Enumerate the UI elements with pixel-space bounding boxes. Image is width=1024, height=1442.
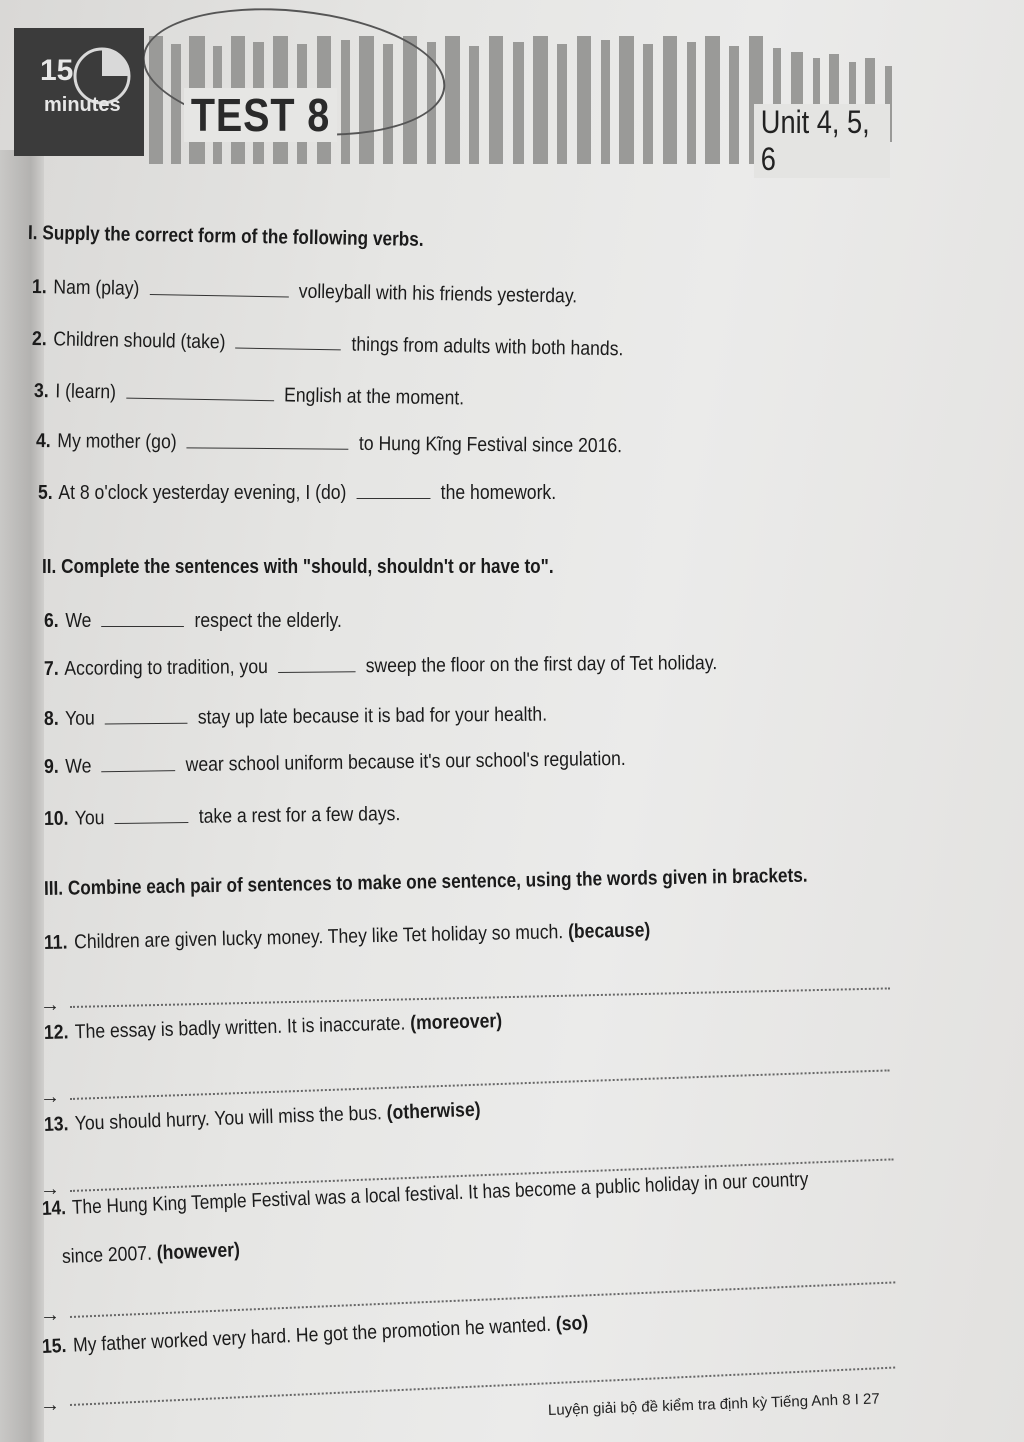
footer-separator: I <box>854 1391 864 1409</box>
question-prompt: You <box>64 707 95 730</box>
answer-arrow-icon: → <box>40 1086 60 1108</box>
question-prompt: According to tradition, you <box>64 656 268 680</box>
answer-blank[interactable] <box>278 655 356 673</box>
question-prompt: Children should (take) <box>53 328 226 354</box>
question-4 <box>36 430 622 458</box>
question-5 <box>38 482 556 505</box>
question-prompt: At 8 o'clock yesterday evening, I (do) <box>58 482 347 504</box>
question-number: 6. <box>44 610 59 632</box>
question-text-cont: since 2007. <box>61 1242 153 1268</box>
question-number: 1. <box>31 276 47 299</box>
question-hint: (otherwise) <box>386 1098 481 1125</box>
question-number: 8. <box>43 707 59 730</box>
section-3-heading: III. Combine each pair of sentences to make one sentence, using the words given in brackets. <box>43 864 808 900</box>
question-number: 13. <box>43 1113 69 1136</box>
page-footer <box>548 1390 880 1419</box>
question-number: 7. <box>43 657 59 680</box>
answer-blank[interactable] <box>102 610 185 627</box>
question-rest: English at the moment. <box>283 384 465 410</box>
answer-line[interactable] <box>70 987 890 1008</box>
question-number: 12. <box>43 1021 69 1044</box>
question-12 <box>44 1010 503 1045</box>
question-hint: (moreover) <box>409 1010 503 1035</box>
question-1 <box>32 276 578 309</box>
answer-blank[interactable] <box>149 278 288 297</box>
question-rest: stay up late because it is bad for your health. <box>197 703 548 729</box>
page-title: TEST 8 <box>184 88 337 142</box>
question-6 <box>44 610 342 633</box>
question-text: The essay is badly written. It is inaccurate. <box>74 1012 406 1044</box>
answer-arrow-icon: → <box>40 1178 60 1200</box>
answer-line[interactable] <box>70 1069 890 1100</box>
badge-number: 15 <box>40 54 74 87</box>
answer-blank[interactable] <box>126 382 274 402</box>
question-rest: volleyball with his friends yesterday. <box>298 280 578 308</box>
question-number: 5. <box>38 482 53 504</box>
question-rest: things from adults with both hands. <box>351 333 624 361</box>
question-hint: (because) <box>567 919 651 944</box>
question-rest: wear school uniform because it's our school's regulation. <box>185 747 626 777</box>
question-13 <box>44 1099 481 1137</box>
question-rest: sweep the floor on the first day of Tet holiday. <box>365 652 718 678</box>
question-text: The Hung King Temple Festival was a local festival. It has become a public holiday in our country <box>71 1168 809 1219</box>
question-text: Children are given lucky money. They like Tet holiday so much. <box>73 921 564 954</box>
question-prompt: Nam (play) <box>53 276 140 300</box>
page-number: 27 <box>862 1390 881 1408</box>
section-1-heading: I. Supply the correct form of the following verbs. <box>27 222 424 251</box>
badge-unit: minutes <box>44 94 121 116</box>
question-7 <box>44 652 717 681</box>
answer-blank[interactable] <box>105 707 188 725</box>
question-15 <box>41 1312 588 1359</box>
question-prompt: I (learn) <box>55 380 117 404</box>
question-number: 2. <box>31 328 47 351</box>
section-2-heading: II. Complete the sentences with "should, shouldn't or have to". <box>42 556 554 578</box>
question-text: My father worked very hard. He got the promotion he wanted. <box>72 1313 552 1357</box>
question-10 <box>44 803 401 831</box>
question-3 <box>34 380 465 411</box>
question-rest: take a rest for a few days. <box>198 803 401 828</box>
answer-arrow-icon: → <box>40 1394 60 1416</box>
question-hint: (however) <box>156 1239 241 1265</box>
question-number: 3. <box>33 380 49 403</box>
question-hint: (so) <box>555 1312 589 1336</box>
question-2 <box>32 328 624 361</box>
question-number: 10. <box>43 807 69 830</box>
unit-label: Unit 4, 5, 6 <box>754 104 890 178</box>
answer-blank[interactable] <box>101 754 175 772</box>
question-11 <box>44 919 651 955</box>
question-8 <box>44 704 547 731</box>
question-prompt: My mother (go) <box>57 430 177 454</box>
question-number: 11. <box>43 931 68 954</box>
answer-arrow-icon: → <box>40 1304 60 1326</box>
answer-arrow-icon: → <box>40 994 60 1016</box>
question-rest: respect the elderly. <box>194 610 342 632</box>
answer-blank[interactable] <box>357 482 431 499</box>
question-rest: to Hung Kĩng Festival since 2016. <box>358 432 623 458</box>
answer-blank[interactable] <box>187 431 349 449</box>
question-number: 14. <box>41 1197 67 1220</box>
question-prompt: You <box>74 807 105 830</box>
question-9 <box>44 748 626 779</box>
footer-book-title: Luyện giải bộ đề kiểm tra định kỳ Tiếng Anh 8 <box>547 1391 851 1419</box>
test-header <box>14 22 914 177</box>
answer-blank[interactable] <box>115 806 189 824</box>
question-prompt: We <box>65 755 92 778</box>
question-text: You should hurry. You will miss the bus. <box>74 1102 383 1135</box>
question-number: 4. <box>35 430 51 453</box>
answer-blank[interactable] <box>236 332 342 351</box>
answer-line[interactable] <box>70 1281 895 1318</box>
question-14-continued <box>62 1239 241 1269</box>
question-prompt: We <box>65 610 92 632</box>
question-number: 15. <box>41 1334 67 1358</box>
question-number: 9. <box>43 755 59 778</box>
question-rest: the homework. <box>440 482 557 504</box>
time-badge <box>14 28 144 156</box>
